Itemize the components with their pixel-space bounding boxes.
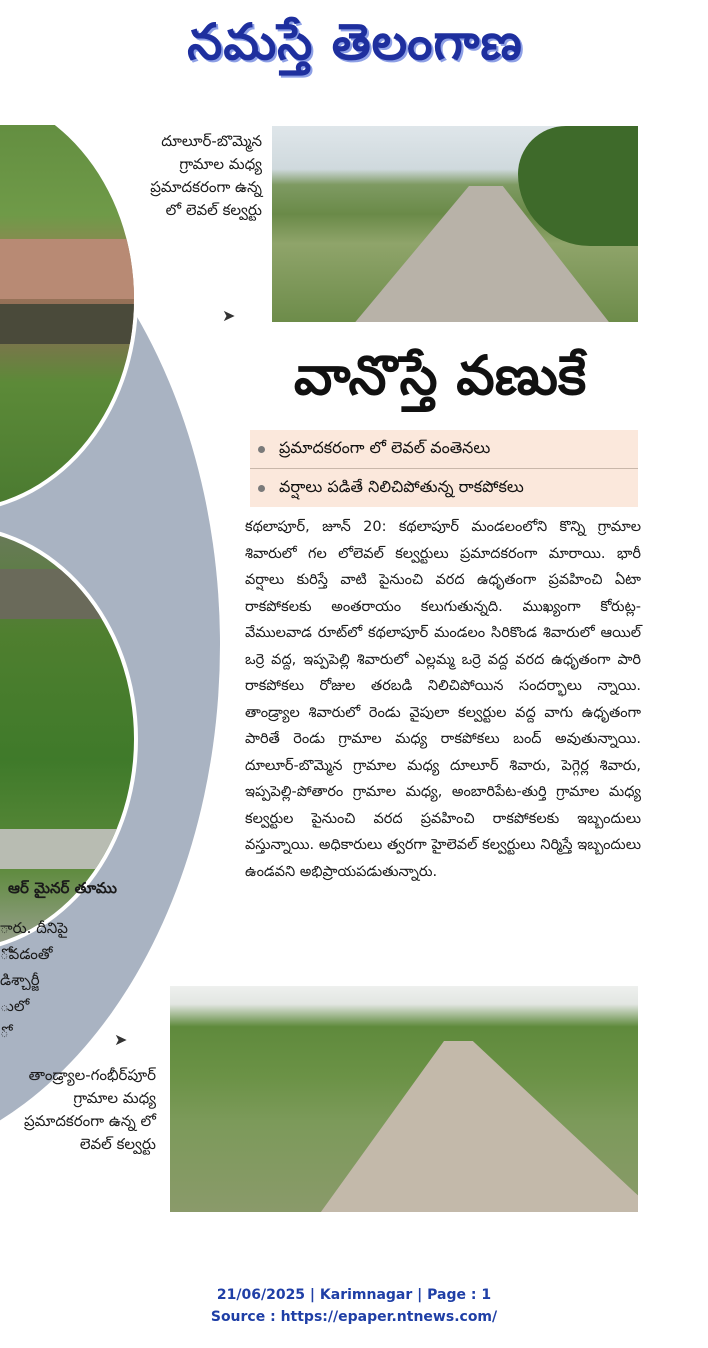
article-body: కథలాపూర్, జూన్ 20: కథలాపూర్ మండలంలోని కొన్ని గ్రామాల శివారులో గల లోలెవల్ కల్వర్టులు ప్రమాదకరంగా మారాయి. భారీ వర్షాలు కురిస్తే వాటి పైనుంచి వరద ఉధృతంగా ప్రవహించి ఏటా రాకపోకలకు అంతరాయం కలుగుతున్నది. ముఖ్యంగా కోరుట్ల-వేములవాడ రూట్‌లో కథలాపూర్ మండలం సిరికొండ శివారులో ఆయిల్ ఒర్రె వద్ద, ఇప్పపెల్లి శివారులో ఎల్లమ్మ ఒర్రె వద్ద వరద ఉధృతంగా పారి రాకపోకలు రోజుల తరబడి నిలిచిపోయిన సందర్భాలు న్నాయి. తాండ్ర్యాల శివారులో రెండు వైపులా కల్వర్టుల వద్ద వాగు ఉధృతంగా పారితే రెండు గ్రామాల మధ్య రాకపోకలు బంద్ అవుతున్నాయి. దూలూర్-బొమ్మెన గ్రామాల మధ్య దూలూర్ శివారు, పెగ్గెర్ల శివారు, ఇప్పపెల్లి-పోతారం గ్రామాల మధ్య, అంబారిపేట-తుర్తి గ్రామాల మధ్య కల్వర్టుల పైనుంచి వరద ప్రవహించి రాకపోకలకు ఇబ్బందులు వస్తున్నాయి. అధికారులు త్వరగా హైలెవల్ కల్వర్టులు నిర్మిస్తే ఇబ్బందులు ఉండవని అభిప్రాయపడుతున్నారు. [245, 519, 641, 880]
partial-line: డిశ్చార్జీ [0, 971, 40, 989]
partial-line: ో [0, 1023, 9, 1041]
partial-line: ారు. దీనిపై [0, 919, 68, 937]
partial-line: ులో [0, 997, 30, 1015]
footer-date-edition: 21/06/2025 | Karimnagar | Page : 1 [216, 1287, 492, 1303]
bullet-text: వర్షాలు పడితే నిలిచిపోతున్న రాకపోకలు [279, 476, 524, 496]
photo-top-caption: దూలూర్-బొమ్మెన గ్రామాల మధ్య ప్రమాదకరంగా ఉన్న లో లెవల్ కల్వర్టు [150, 132, 262, 219]
article-headline: వానొస్తే వణుకే [293, 344, 587, 407]
footer-source: Source : https://epaper.ntnews.com/ [210, 1309, 498, 1325]
highlight-bullets [250, 430, 638, 507]
bullet-dot-icon [258, 485, 265, 492]
caption-arrow-icon: ➤ [114, 1030, 128, 1049]
partial-line: ోవడంతో [0, 945, 53, 963]
bullet-text: ప్రమాదకరంగా లో లెవల్ వంతెనలు [279, 437, 491, 457]
bullet-item [250, 430, 638, 469]
caption-arrow-icon: ➤ [222, 306, 236, 325]
newspaper-masthead: నమస్తే తెలంగాణ [187, 12, 523, 71]
photo-bottom-caption: తాండ్ర్యాల-గంభీర్‌పూర్ గ్రామాల మధ్య ప్రమాదకరంగా ఉన్న లో లెవల్ కల్వర్టు [23, 1066, 156, 1153]
photo-low-level-culvert-road [272, 126, 638, 322]
tree-shape [518, 126, 638, 246]
photo-road-with-culvert [170, 986, 638, 1212]
road-shape [300, 1041, 638, 1212]
bullet-item [250, 469, 638, 507]
partial-heading: ఆర్ మైనర్ తూము [8, 879, 117, 897]
bullet-dot-icon [258, 446, 265, 453]
